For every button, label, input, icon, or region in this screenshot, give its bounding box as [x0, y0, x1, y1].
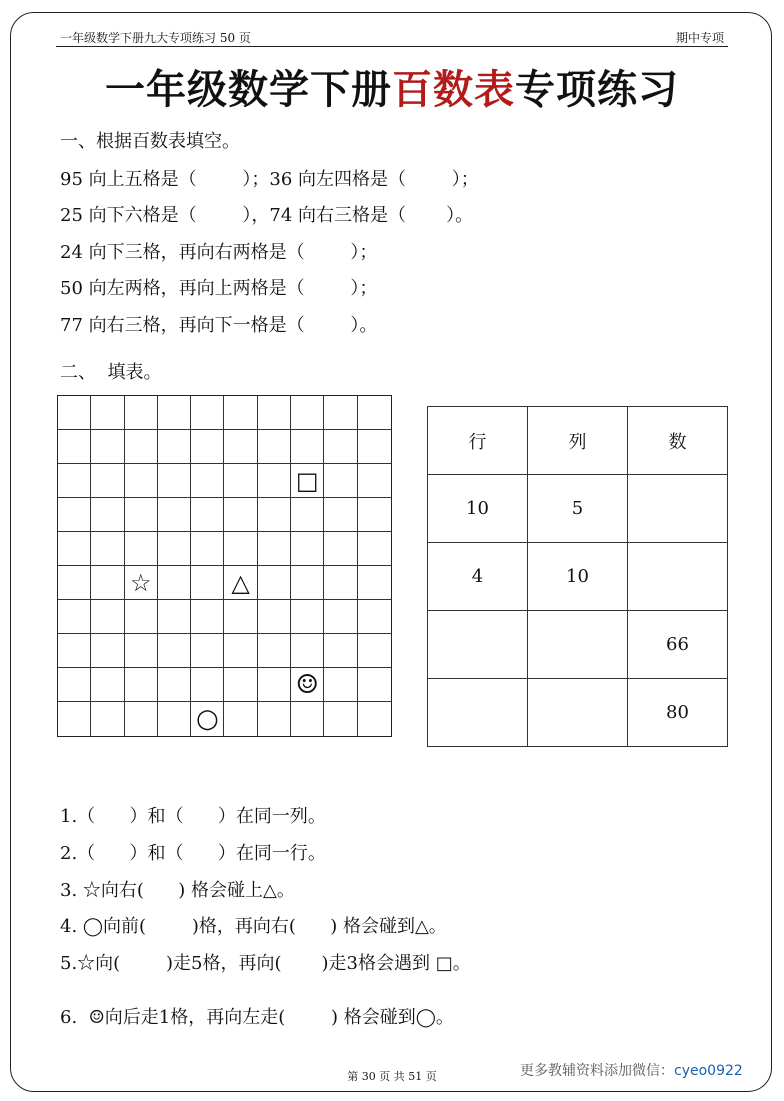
- table-row: [428, 543, 728, 611]
- section1-heading: 一、根据百数表填空。: [60, 131, 240, 152]
- grid-cell: [291, 464, 324, 498]
- grid-cell: [191, 702, 224, 736]
- table-cell-blank[interactable]: [628, 543, 728, 611]
- grid-cell: [158, 668, 191, 702]
- grid-cell: [324, 566, 357, 600]
- grid-cell: [224, 702, 257, 736]
- grid-cell: [158, 396, 191, 430]
- grid-cell: [158, 532, 191, 566]
- table-cell: 10: [428, 475, 528, 543]
- grid-cell: [125, 464, 158, 498]
- s1-line-3: 24 向下三格，再向右两格是（ ）；: [60, 242, 378, 263]
- table-header-number: 数: [628, 407, 728, 475]
- header-divider: [56, 46, 728, 47]
- watermark: [520, 1060, 743, 1080]
- grid-cell: [158, 464, 191, 498]
- grid-cell: [58, 532, 91, 566]
- question-6: 6. ☺向后走1格，再向左走( ) 格会碰到◯。: [60, 1007, 454, 1028]
- grid-cell: [291, 702, 324, 736]
- grid-cell: [224, 566, 257, 600]
- grid-cell: [358, 532, 391, 566]
- grid-cell: [291, 498, 324, 532]
- fill-table: [427, 406, 728, 747]
- grid-cell: [324, 464, 357, 498]
- table-row: [428, 475, 728, 543]
- table-cell: 66: [628, 611, 728, 679]
- grid-cell: [125, 702, 158, 736]
- grid-cell: [291, 396, 324, 430]
- grid-cell: [191, 498, 224, 532]
- header-right: 期中专项: [675, 31, 724, 45]
- table-cell-blank[interactable]: [428, 679, 528, 747]
- circle-shape: ○: [195, 704, 219, 734]
- grid-cell: [224, 396, 257, 430]
- question-1: 1.（ ）和（ ）在同一列。: [60, 806, 326, 827]
- grid-cell: [191, 464, 224, 498]
- grid-cell: [191, 430, 224, 464]
- grid-cell: [158, 430, 191, 464]
- grid-cell: [191, 668, 224, 702]
- grid-cell: [224, 532, 257, 566]
- hundred-grid: [57, 395, 392, 737]
- grid-cell: [291, 668, 324, 702]
- grid-cell: [358, 396, 391, 430]
- grid-cell: [224, 498, 257, 532]
- grid-cell: [158, 702, 191, 736]
- grid-cell: [258, 532, 291, 566]
- s1-line-5: 77 向右三格，再向下一格是（ ）。: [60, 315, 378, 336]
- grid-cell: [125, 600, 158, 634]
- star-shape: ☆: [129, 568, 152, 597]
- grid-cell: [224, 464, 257, 498]
- table-cell-blank[interactable]: [428, 611, 528, 679]
- grid-cell: [91, 634, 124, 668]
- grid-cell: [91, 702, 124, 736]
- smiley-shape: ☺: [295, 669, 319, 700]
- grid-cell: [291, 634, 324, 668]
- grid-cell: [324, 498, 357, 532]
- grid-cell: [58, 668, 91, 702]
- table-cell: 4: [428, 543, 528, 611]
- table-row: [428, 611, 728, 679]
- grid-cell: [224, 668, 257, 702]
- grid-cell: [324, 600, 357, 634]
- grid-cell: [191, 634, 224, 668]
- grid-cell: [291, 566, 324, 600]
- grid-cell: [324, 532, 357, 566]
- grid-cell: [191, 600, 224, 634]
- grid-cell: [291, 532, 324, 566]
- grid-cell: [358, 634, 391, 668]
- grid-cell: [291, 600, 324, 634]
- table-cell-blank[interactable]: [628, 475, 728, 543]
- title-part1: 一年级数学下册: [105, 67, 392, 113]
- grid-cell: [91, 396, 124, 430]
- grid-cell: [258, 396, 291, 430]
- grid-cell: [258, 498, 291, 532]
- grid-cell: [91, 430, 124, 464]
- table-header-col: 列: [528, 407, 628, 475]
- question-2: 2.（ ）和（ ）在同一行。: [60, 843, 326, 864]
- watermark-id: cyeo0922: [674, 1063, 743, 1079]
- table-cell: 5: [528, 475, 628, 543]
- grid-cell: [91, 668, 124, 702]
- grid-cell: [91, 566, 124, 600]
- grid-cell: [258, 566, 291, 600]
- title-highlight: 百数表: [392, 67, 515, 113]
- grid-cell: [58, 396, 91, 430]
- table-row: [428, 679, 728, 747]
- grid-cell: [91, 600, 124, 634]
- grid-cell: [358, 668, 391, 702]
- title-part2: 专项练习: [515, 67, 679, 113]
- grid-cell: [158, 566, 191, 600]
- grid-cell: [191, 566, 224, 600]
- grid-cell: [58, 498, 91, 532]
- grid-cell: [91, 532, 124, 566]
- grid-cell: [258, 464, 291, 498]
- grid-cell: [125, 498, 158, 532]
- grid-cell: [358, 430, 391, 464]
- grid-cell: [125, 396, 158, 430]
- grid-cell: [224, 600, 257, 634]
- grid-cell: [324, 702, 357, 736]
- s1-line-4: 50 向左两格，再向上两格是（ ）；: [60, 278, 378, 299]
- grid-cell: [125, 532, 158, 566]
- grid-cell: [125, 566, 158, 600]
- grid-cell: [324, 634, 357, 668]
- grid-cell: [358, 600, 391, 634]
- grid-cell: [258, 430, 291, 464]
- grid-cell: [91, 498, 124, 532]
- grid-cell: [358, 566, 391, 600]
- grid-cell: [258, 600, 291, 634]
- grid-cell: [324, 396, 357, 430]
- grid-cell: [224, 634, 257, 668]
- grid-cell: [58, 566, 91, 600]
- grid-cell: [258, 702, 291, 736]
- grid-cell: [58, 634, 91, 668]
- question-5: 5.☆向( )走5格，再向( )走3格会遇到 □。: [60, 953, 471, 974]
- section2-heading: 二、 填表。: [60, 362, 162, 383]
- grid-cell: [358, 498, 391, 532]
- square-shape: □: [295, 466, 319, 495]
- grid-cell: [224, 430, 257, 464]
- triangle-shape: △: [231, 568, 250, 597]
- grid-cell: [358, 464, 391, 498]
- grid-cell: [158, 600, 191, 634]
- header-left: 一年级数学下册九大专项练习 50 页: [60, 31, 251, 45]
- page-title: [0, 58, 784, 115]
- s1-line-2: 25 向下六格是（ ），74 向右三格是（ ）。: [60, 205, 474, 226]
- question-4: 4. ◯向前( )格，再向右( ) 格会碰到△。: [60, 916, 447, 937]
- grid-cell: [358, 702, 391, 736]
- grid-cell: [258, 668, 291, 702]
- question-3: 3. ☆向右( ) 格会碰上△。: [60, 880, 295, 901]
- grid-cell: [125, 430, 158, 464]
- grid-cell: [258, 634, 291, 668]
- s1-line-1: 95 向上五格是（ ）；36 向左四格是（ ）；: [60, 169, 479, 190]
- grid-cell: [158, 498, 191, 532]
- grid-cell: [158, 634, 191, 668]
- grid-cell: [125, 668, 158, 702]
- grid-cell: [58, 464, 91, 498]
- grid-cell: [324, 430, 357, 464]
- table-cell: 10: [528, 543, 628, 611]
- page-footer: 第 30 页 共 51 页: [347, 1070, 437, 1083]
- grid-cell: [324, 668, 357, 702]
- grid-cell: [58, 702, 91, 736]
- table-cell-blank[interactable]: [528, 679, 628, 747]
- table-header-row: [428, 407, 728, 475]
- grid-cell: [291, 430, 324, 464]
- grid-cell: [191, 396, 224, 430]
- table-header-row-col: 行: [428, 407, 528, 475]
- grid-cell: [91, 464, 124, 498]
- table-cell-blank[interactable]: [528, 611, 628, 679]
- watermark-text: 更多教辅资料添加微信：: [520, 1063, 674, 1079]
- grid-cell: [125, 634, 158, 668]
- grid-cell: [58, 600, 91, 634]
- table-cell: 80: [628, 679, 728, 747]
- grid-cell: [58, 430, 91, 464]
- grid-cell: [191, 532, 224, 566]
